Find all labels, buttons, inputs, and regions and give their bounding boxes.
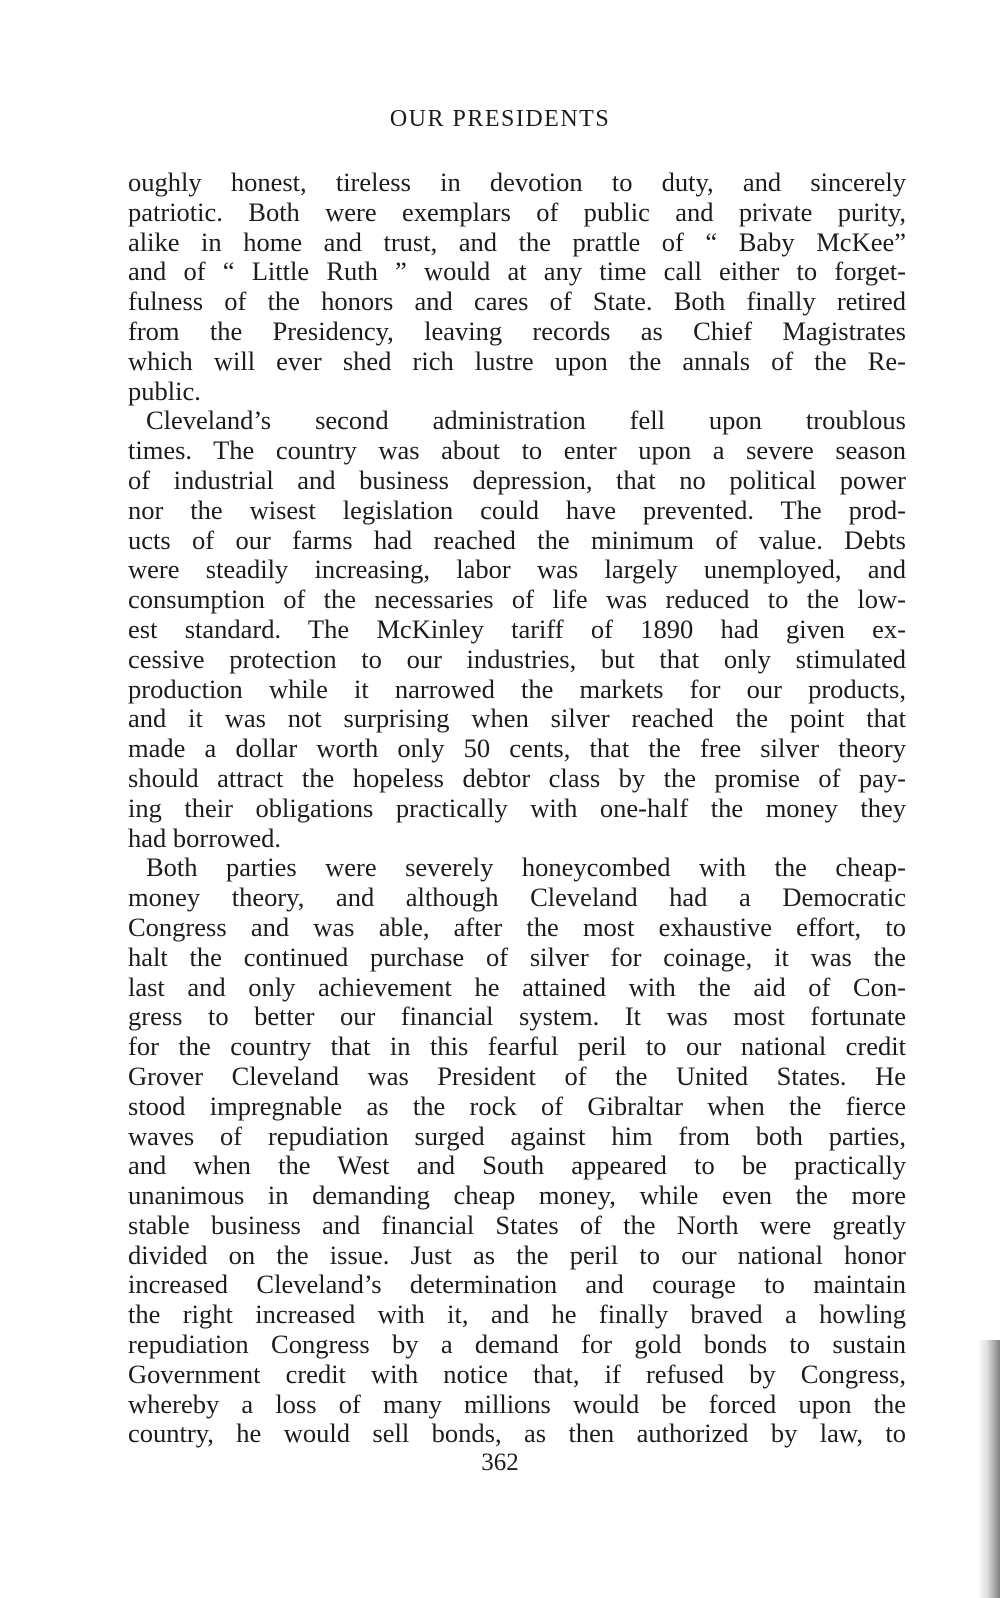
text-line: the right increased with it, and he finally braved a howling [128, 1299, 906, 1330]
text-line: gress to better our financial system. It was most fortunate [128, 1001, 906, 1032]
text-line: Grover Cleveland was President of the United States. He [128, 1060, 906, 1091]
text-line: ucts of our farms had reached the minimum of value. Debts [128, 524, 906, 555]
text-line: last and only achievement he attained with the aid of Con- [128, 971, 906, 1002]
text-line: Government credit with notice that, if refused by Congress, [128, 1358, 906, 1389]
text-line: stable business and financial States of the North were greatly [128, 1209, 906, 1240]
body-text [128, 168, 906, 1449]
text-line: halt the continued purchase of silver for coinage, it was the [128, 941, 906, 972]
text-line: made a dollar worth only 50 cents, that the free silver theory [128, 733, 906, 764]
text-line: from the Presidency, leaving records as Chief Magistrates [128, 315, 906, 346]
text-line: which will ever shed rich lustre upon the annals of the Re- [128, 345, 906, 376]
text-line: ing their obligations practically with one-half the money they [128, 792, 906, 823]
text-line: of industrial and business depression, that no political power [128, 464, 906, 495]
text-line: country, he would sell bonds, as then authorized by law, to [128, 1418, 906, 1449]
text-line: whereby a loss of many millions would be forced upon the [128, 1388, 906, 1419]
text-line: production while it narrowed the markets for our products, [128, 673, 906, 704]
text-line: cessive protection to our industries, but that only stimulated [128, 643, 906, 674]
text-line: money theory, and although Cleveland had a Democratic [128, 882, 906, 913]
text-line: fulness of the honors and cares of State. Both finally retired [128, 286, 906, 317]
text-line: stood impregnable as the rock of Gibraltar when the fierce [128, 1090, 906, 1121]
text-line: patriotic. Both were exemplars of public and private purity, [128, 196, 906, 227]
text-line: were steadily increasing, labor was largely unemployed, and [128, 554, 906, 585]
text-line: Both parties were severely honeycombed with the cheap- [146, 852, 906, 883]
text-line: unanimous in demanding cheap money, while even the more [128, 1180, 906, 1211]
text-line: oughly honest, tireless in devotion to duty, and sincerely [128, 167, 906, 197]
text-line: times. The country was about to enter upon a severe season [128, 435, 906, 466]
text-line: est standard. The McKinley tariff of 1890 had given ex- [128, 613, 906, 644]
text-line: alike in home and trust, and the prattle of “ Baby McKee” [128, 226, 906, 257]
text-line: should attract the hopeless debtor class by the promise of pay- [128, 762, 906, 793]
running-title: OUR PRESIDENTS [389, 106, 611, 132]
text-line: Congress and was able, after the most exhaustive effort, to [128, 911, 906, 942]
text-line: had borrowed. [128, 822, 282, 853]
page-edge-shadow [978, 1340, 1000, 1598]
text-line: Cleveland’s second administration fell upon troublous [146, 405, 906, 436]
text-line: and it was not surprising when silver reached the point that [128, 703, 906, 734]
text-line: nor the wisest legislation could have prevented. The prod- [128, 494, 906, 525]
text-line: for the country that in this fearful peril to our national credit [128, 1031, 906, 1062]
text-line: increased Cleveland’s determination and courage to maintain [128, 1269, 906, 1300]
text-line: waves of repudiation surged against him from both parties, [128, 1120, 906, 1151]
text-line: public. [128, 375, 201, 406]
text-line: and when the West and South appeared to be practically [128, 1150, 906, 1181]
text-line: repudiation Congress by a demand for gold bonds to sustain [128, 1329, 906, 1360]
text-line: divided on the issue. Just as the peril to our national honor [128, 1239, 906, 1270]
text-line: consumption of the necessaries of life was reduced to the low- [128, 584, 906, 615]
page-number: 362 [481, 1449, 519, 1476]
text-line: and of “ Little Ruth ” would at any time call either to forget- [128, 256, 906, 287]
